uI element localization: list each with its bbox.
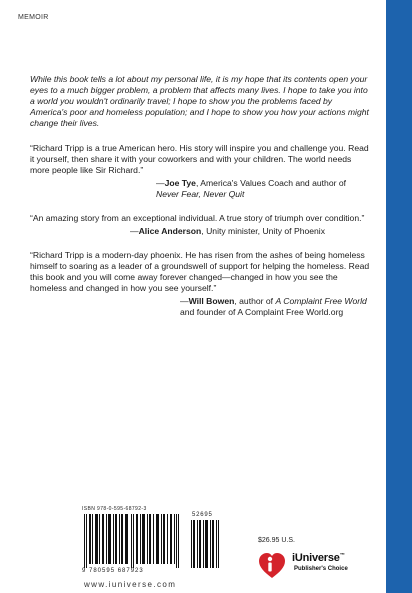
barcode-supplement-digits: 52695 <box>192 512 213 518</box>
barcode-digits: 9 780595 687923 <box>82 568 144 574</box>
endorser-name: Will Bowen <box>188 296 235 306</box>
endorsement-will-bowen <box>30 250 370 318</box>
publisher-tagline: Publisher's Choice <box>294 566 348 572</box>
endorsement-text: “An amazing story from an exceptional individual. A true story of triumph over condition.” <box>30 213 365 223</box>
endorsement-attribution: —Will Bowen, author of A Complaint Free World <box>180 296 367 306</box>
endorsement-attribution-line2: and founder of A Complaint Free World.org <box>180 307 344 317</box>
endorsement-alice-anderson <box>30 213 370 237</box>
endorser-name: Joe Tye <box>164 178 196 188</box>
isbn-label: ISBN 978-0-595-68792-3 <box>82 506 147 512</box>
endorsement-attribution: —Joe Tye, America's Values Coach and author of Never Fear, Never Quit <box>156 178 347 199</box>
price-label: $26.95 U.S. <box>258 537 295 544</box>
barcode-main-icon <box>82 514 186 568</box>
book-title: A Complaint Free World <box>275 296 367 306</box>
endorsement-text: “Richard Tripp is a modern-day phoenix. He has risen from the ashes of being homeless himself to soaring as a leader of a groundswell of support for helping the homeless. Read this book and you will come away forever changed—changed in how you see the homeless and changed in how you see yourself.” <box>30 250 370 293</box>
publisher-name: iUniverse™ <box>292 552 345 564</box>
publisher-url: www.iuniverse.com <box>84 580 177 589</box>
endorsement-text: “Richard Tripp is a true American hero. His story will inspire you and challenge you. Read it yourself, then share it with your coworkers and with your children. The world needs more people like Sir Richard.” <box>30 143 369 175</box>
spine-color-bar <box>386 0 412 593</box>
book-title: Never Fear, Never Quit <box>156 189 245 199</box>
endorser-name: Alice Anderson <box>138 226 202 236</box>
iuniverse-logo-icon <box>256 550 288 580</box>
endorsement-attribution: —Alice Anderson, Unity minister, Unity of Phoenix <box>130 226 326 236</box>
back-cover-text <box>30 74 370 331</box>
genre-label: MEMOIR <box>18 14 49 21</box>
barcode-supplement-icon <box>190 520 220 568</box>
intro-paragraph: While this book tells a lot about my personal life, it is my hope that its contents open your eyes to a much bigger problem, a problem that affects many lives. I hope to take you into a world you wouldn't ordinarily travel; I hope to show you the problems faced by America's poor and homeless population; and I hope to show you how your actions might change their lives. <box>30 74 369 128</box>
endorsement-joe-tye <box>30 143 370 200</box>
